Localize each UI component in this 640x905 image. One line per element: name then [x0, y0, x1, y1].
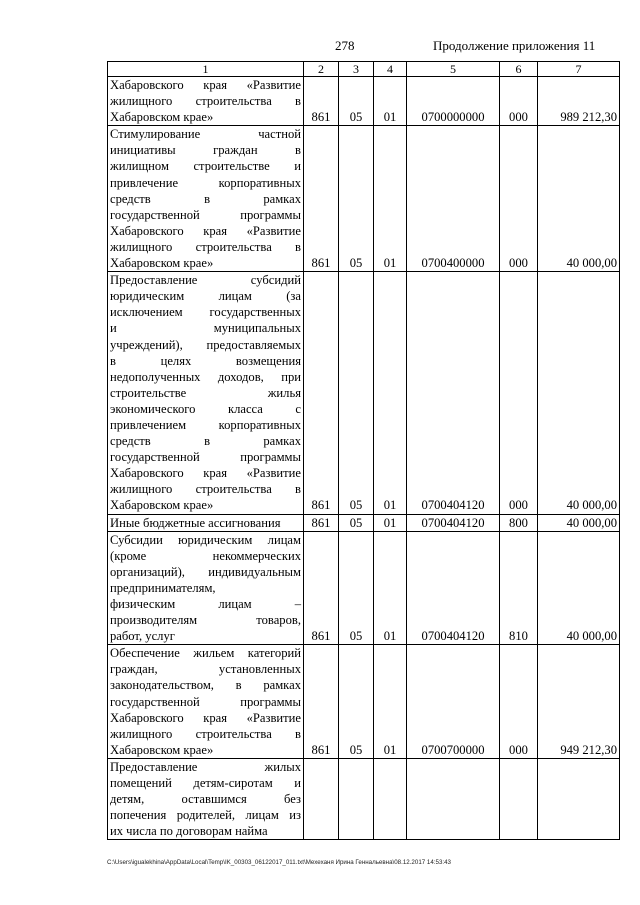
description-line: физическим лицам – — [110, 597, 301, 611]
description-line: строительстве жилья — [110, 385, 301, 400]
description-line: недополученных доходов, при — [110, 369, 301, 384]
description-line: юридическим лицам (за — [110, 289, 301, 304]
description-line: Субсидии юридическим лицам — [110, 532, 301, 547]
description-line: Предоставление жилых — [110, 759, 301, 774]
description-cell — [108, 126, 304, 272]
description-line: Хабаровском крае» — [110, 110, 214, 125]
expense-type-cell: 810 — [500, 531, 538, 645]
column-header: 3 — [339, 62, 374, 77]
subsection-code-cell: 01 — [374, 272, 407, 514]
description-line: Хабаровского края «Развитие — [110, 223, 301, 238]
column-header: 1 — [108, 62, 304, 77]
admin-code-cell: 861 — [304, 126, 339, 272]
description-line: учреждений), предоставляемых — [110, 337, 301, 352]
description-line: Хабаровского края «Развитие — [110, 710, 301, 725]
description-line: помещений детям-сиротам и — [110, 776, 301, 791]
description-line: инициативы граждан в — [110, 143, 301, 158]
description-line: Обеспечение жильем категорий — [110, 646, 301, 661]
amount-cell: 989 212,30 — [538, 77, 620, 126]
amount-cell — [538, 758, 620, 839]
description-line: предпринимателям, — [110, 580, 216, 595]
description-line: Хабаровском крае» — [110, 256, 214, 271]
admin-code-cell: 861 — [304, 531, 339, 645]
description-line: детям, оставшимся без — [110, 792, 301, 807]
column-header-row — [108, 62, 620, 77]
table-row — [108, 77, 620, 126]
description-line: средств в рамках — [110, 434, 301, 449]
column-header: 5 — [407, 62, 500, 77]
expense-type-cell — [500, 758, 538, 839]
expense-type-cell: 800 — [500, 514, 538, 531]
amount-cell: 949 212,30 — [538, 645, 620, 759]
amount-cell: 40 000,00 — [538, 514, 620, 531]
description-cell — [108, 645, 304, 759]
description-line: производителям товаров, — [110, 613, 301, 628]
description-line: граждан, установленных — [110, 662, 301, 677]
description-cell — [108, 77, 304, 126]
description-line: Хабаровского края «Развитие — [110, 466, 301, 481]
table-row — [108, 645, 620, 759]
column-header: 4 — [374, 62, 407, 77]
admin-code-cell: 861 — [304, 77, 339, 126]
description-line: и муниципальных — [110, 321, 301, 336]
description-line: работ, услуг — [110, 629, 175, 644]
admin-code-cell: 861 — [304, 272, 339, 514]
description-cell — [108, 514, 304, 531]
budget-table — [107, 61, 620, 840]
target-article-cell: 0700404120 — [407, 514, 500, 531]
expense-type-cell: 000 — [500, 126, 538, 272]
description-line: средств в рамках — [110, 191, 301, 206]
description-line: Стимулирование частной — [110, 127, 301, 142]
description-line: попечения родителей, лицам из — [110, 808, 301, 823]
subsection-code-cell: 01 — [374, 645, 407, 759]
admin-code-cell — [304, 758, 339, 839]
target-article-cell: 0700404120 — [407, 272, 500, 514]
continuation-label: Продолжение приложения 11 — [433, 38, 596, 53]
description-line: Хабаровском крае» — [110, 498, 214, 513]
description-line: экономического класса с — [110, 401, 301, 416]
subsection-code-cell: 01 — [374, 77, 407, 126]
column-header: 2 — [304, 62, 339, 77]
admin-code-cell: 861 — [304, 645, 339, 759]
target-article-cell: 0700700000 — [407, 645, 500, 759]
description-cell — [108, 272, 304, 514]
target-article-cell: 0700400000 — [407, 126, 500, 272]
description-line: жилищного строительства в — [110, 482, 301, 497]
section-code-cell: 05 — [339, 645, 374, 759]
description-line: привлечение корпоративных — [110, 175, 301, 190]
column-header: 7 — [538, 62, 620, 77]
file-path-footer: C:\Users\igualekhina\AppData\Local\Temp\IK_00303_06122017_011.txt\Мехеханя Ирина Геннальевна\08.12.2017 14:53:43 — [107, 859, 452, 866]
description-line: исключением государственных — [110, 305, 301, 320]
description-line: жилищном строительстве и — [110, 159, 301, 174]
description-line: их числа по договорам найма — [110, 824, 268, 839]
subsection-code-cell: 01 — [374, 531, 407, 645]
subsection-code-cell: 01 — [374, 126, 407, 272]
expense-type-cell: 000 — [500, 645, 538, 759]
description-line: Хабаровском крае» — [110, 742, 214, 757]
description-line: привлечением корпоративных — [110, 417, 301, 432]
description-line: организаций), индивидуальным — [110, 564, 301, 579]
target-article-cell — [407, 758, 500, 839]
subsection-code-cell — [374, 758, 407, 839]
description-line: Хабаровского края «Развитие — [110, 78, 301, 92]
section-code-cell: 05 — [339, 531, 374, 645]
subsection-code-cell: 01 — [374, 514, 407, 531]
table-row — [108, 531, 620, 645]
page-number: 278 — [335, 38, 355, 53]
description-line: (кроме некоммерческих — [110, 548, 301, 563]
section-code-cell — [339, 758, 374, 839]
table-row — [108, 514, 620, 531]
amount-cell: 40 000,00 — [538, 531, 620, 645]
column-header: 6 — [500, 62, 538, 77]
description-line: в целях возмещения — [110, 353, 301, 368]
description-line: государственной программы — [110, 207, 301, 222]
amount-cell: 40 000,00 — [538, 126, 620, 272]
section-code-cell: 05 — [339, 514, 374, 531]
target-article-cell: 0700000000 — [407, 77, 500, 126]
section-code-cell: 05 — [339, 272, 374, 514]
description-cell — [108, 758, 304, 839]
section-code-cell: 05 — [339, 77, 374, 126]
description-line: государственной программы — [110, 694, 301, 709]
target-article-cell: 0700404120 — [407, 531, 500, 645]
description-line: Иные бюджетные ассигнования — [110, 515, 281, 530]
description-line: государственной программы — [110, 450, 301, 465]
description-line: законодательством, в рамках — [110, 678, 301, 693]
description-line: жилищного строительства в — [110, 726, 301, 741]
expense-type-cell: 000 — [500, 77, 538, 126]
admin-code-cell: 861 — [304, 514, 339, 531]
table-row — [108, 272, 620, 514]
section-code-cell: 05 — [339, 126, 374, 272]
table-row — [108, 758, 620, 839]
expense-type-cell: 000 — [500, 272, 538, 514]
amount-cell: 40 000,00 — [538, 272, 620, 514]
description-line: жилищного строительства в — [110, 239, 301, 254]
table-row — [108, 126, 620, 272]
description-line: жилищного строительства в — [110, 94, 301, 109]
description-line: Предоставление субсидий — [110, 273, 301, 288]
description-cell — [108, 531, 304, 645]
